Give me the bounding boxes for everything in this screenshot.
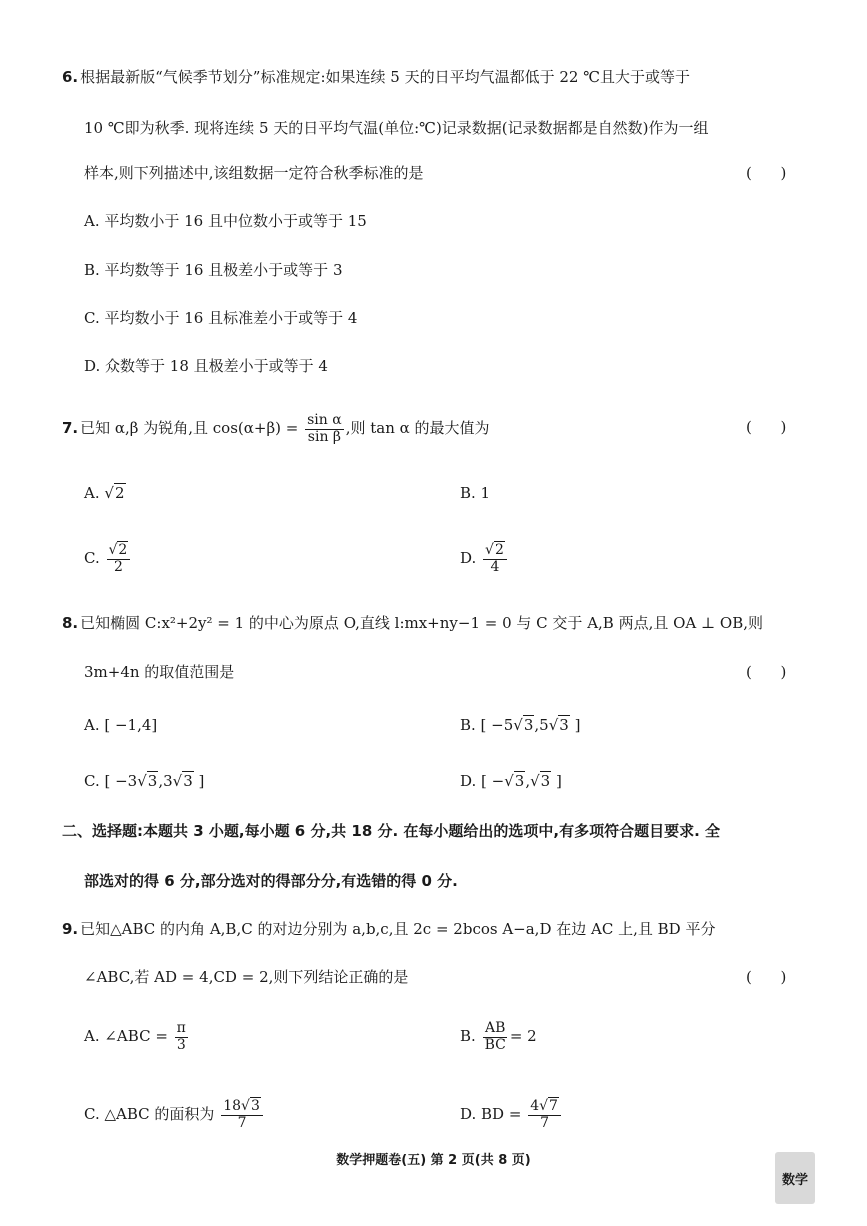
q9-a-den: 3	[176, 1036, 186, 1053]
q8-c-rad1: 3	[147, 772, 158, 790]
q8-c-sqrt1: √3	[137, 772, 158, 790]
q9-b-fraction	[483, 1021, 508, 1053]
q7-stem-post: ,则 tan α 的最大值为	[345, 419, 490, 437]
q6-stem-1: 根据最新版“气候季节划分”标准规定:如果连续 5 天的日平均气温都低于 22 ℃且大于或等于	[80, 68, 691, 86]
q6-option-b: B. 平均数等于 16 且极差小于或等于 3	[84, 261, 343, 279]
q8-c-pre: C. [ −3	[84, 772, 138, 790]
q8-option-c	[84, 770, 204, 792]
q8-line1	[62, 612, 763, 634]
q9-line2: ∠ABC,若 AD = 4,CD = 2,则下列结论正确的是	[84, 968, 409, 986]
q6-answer-paren: ( )	[746, 164, 787, 182]
q7-c-radicand: 2	[118, 542, 128, 559]
q7-d-fraction	[483, 543, 507, 575]
q6-option-d: D. 众数等于 18 且极差小于或等于 4	[84, 357, 328, 375]
q7-frac-den: sin β	[307, 428, 342, 445]
q7-a-radicand: 2	[114, 484, 125, 502]
q9-c-pre: C. △ABC 的面积为	[84, 1105, 215, 1123]
q7-c-label: C.	[84, 549, 100, 567]
q8-c-rad2: 3	[183, 772, 193, 790]
q9-c-num-coef: 18	[223, 1098, 242, 1115]
q8-d-sqrt2: √3	[530, 772, 551, 790]
q9-c-num: 18√3	[221, 1099, 263, 1115]
q7-d-label: D.	[460, 549, 477, 567]
q6-number: 6.	[62, 68, 79, 86]
q8-b-rad1: 3	[523, 716, 534, 734]
q9-d-pre: D. BD =	[460, 1105, 522, 1123]
q8-stem-1: 已知椭圆 C:x²+2y² = 1 的中心为原点 O,直线 l:mx+ny−1 = 0 与 C 交于 A,B 两点,且 OA ⊥ OB,则	[80, 614, 763, 632]
q8-option-b	[460, 714, 580, 736]
q9-d-num: 4√7	[528, 1099, 561, 1115]
q7-option-a	[84, 482, 126, 504]
q7-d-radicand: 2	[494, 542, 504, 559]
q7-a-sqrt: √2	[104, 484, 125, 502]
q8-number: 8.	[62, 614, 79, 632]
q7-d-den: 4	[490, 558, 500, 575]
q7-c-den: 2	[113, 558, 123, 575]
q8-c-mid: ,3	[158, 772, 173, 790]
q8-d-mid: ,	[525, 772, 531, 790]
q8-c-post: ]	[193, 772, 205, 790]
q7-answer-paren: ( )	[746, 418, 787, 436]
q7-a-label: A.	[84, 484, 100, 502]
q7-fraction	[305, 413, 344, 445]
q7-option-d	[460, 538, 509, 578]
q6-option-a: A. 平均数小于 16 且中位数小于或等于 15	[84, 212, 367, 230]
q8-b-mid: ,5	[534, 716, 549, 734]
q8-b-rad2: 3	[559, 716, 569, 734]
q8-answer-paren: ( )	[746, 663, 787, 681]
q9-b-num: AB	[485, 1020, 506, 1037]
q7-frac-num: sin α	[307, 412, 342, 429]
q7-line1	[62, 410, 490, 446]
q6-line1	[62, 66, 690, 88]
q9-a-fraction	[175, 1021, 188, 1053]
q9-stem-1: 已知△ABC 的内角 A,B,C 的对边分别为 a,b,c,且 2c = 2bcos A−a,D 在边 AC 上,且 BD 平分	[80, 920, 716, 938]
q9-c-den: 7	[237, 1114, 247, 1131]
q8-d-post: ]	[551, 772, 562, 790]
q6-option-c: C. 平均数小于 16 且标准差小于或等于 4	[84, 309, 358, 327]
q9-a-num: π	[176, 1020, 186, 1037]
q9-d-den: 7	[540, 1114, 550, 1131]
q9-b-post: = 2	[509, 1027, 537, 1045]
q9-d-num-coef: 4	[530, 1098, 540, 1115]
section2-heading-line1: 二、选择题:本题共 3 小题,每小题 6 分,共 18 分. 在每小题给出的选项中,有多项符合题目要求. 全	[62, 822, 721, 840]
q8-b-sqrt1: √3	[513, 716, 534, 734]
q8-option-a: A. [ −1,4]	[84, 716, 158, 734]
section2-heading-line2: 部选对的得 6 分,部分选对的得部分分,有选错的得 0 分.	[84, 872, 458, 890]
q6-line3: 样本,则下列描述中,该组数据一定符合秋季标准的是	[84, 164, 424, 182]
q8-d-rad1: 3	[514, 772, 525, 790]
q8-d-rad2: 3	[540, 772, 551, 790]
q8-b-post: ]	[569, 716, 581, 734]
q8-line2: 3m+4n 的取值范围是	[84, 663, 235, 681]
q9-c-num-rad: 3	[250, 1098, 260, 1115]
q7-option-b: B. 1	[460, 484, 491, 502]
q8-b-sqrt2: √3	[548, 716, 569, 734]
q7-c-fraction	[107, 543, 131, 575]
q9-line1	[62, 918, 715, 940]
q9-b-pre: B.	[460, 1027, 476, 1045]
q9-answer-paren: ( )	[746, 968, 787, 986]
q9-option-d	[460, 1094, 563, 1134]
q9-b-den: BC	[484, 1036, 506, 1053]
q7-d-num: √2	[483, 543, 507, 559]
q8-option-d	[460, 770, 562, 792]
q9-option-b	[460, 1016, 537, 1056]
q6-line2: 10 ℃即为秋季. 现将连续 5 天的日平均气温(单位:℃)记录数据(记录数据都是自然数)作为一组	[84, 119, 709, 137]
q9-c-fraction	[221, 1099, 263, 1131]
q9-number: 9.	[62, 920, 79, 938]
q9-option-a	[84, 1016, 190, 1056]
q7-stem-pre: 已知 α,β 为锐角,且 cos(α+β) =	[80, 419, 299, 437]
subject-tab: 数学	[775, 1152, 815, 1204]
q8-d-sqrt1: √3	[504, 772, 525, 790]
q7-option-c	[84, 538, 132, 578]
q9-d-num-rad: 7	[549, 1098, 558, 1115]
q9-option-c	[84, 1094, 265, 1134]
q7-number: 7.	[62, 419, 79, 437]
page-footer: 数学押题卷(五) 第 2 页(共 8 页)	[336, 1153, 531, 1168]
q8-d-pre: D. [ −	[460, 772, 505, 790]
q9-d-fraction	[528, 1099, 561, 1131]
q8-b-pre: B. [ −5	[460, 716, 514, 734]
q9-a-pre: A. ∠ABC =	[84, 1027, 168, 1045]
q8-c-sqrt2: √3	[172, 772, 193, 790]
q7-c-num: √2	[107, 543, 131, 559]
